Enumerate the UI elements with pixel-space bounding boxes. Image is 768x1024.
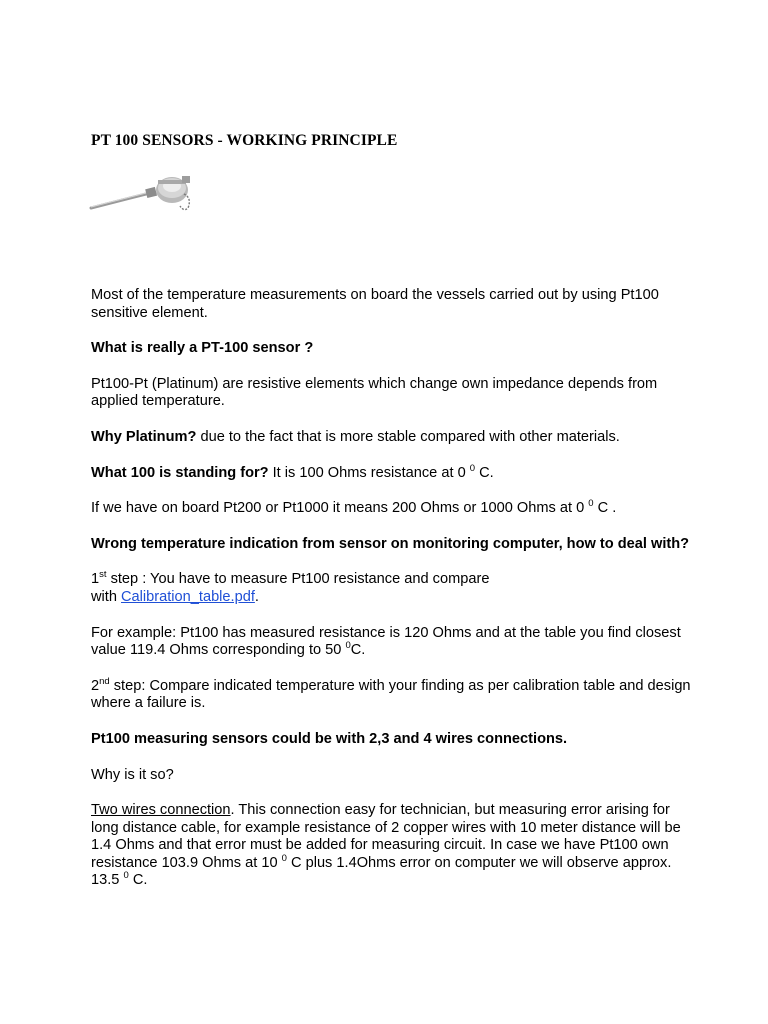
why-platinum-paragraph bbox=[91, 429, 691, 447]
two-wires-label: Two wires connection bbox=[91, 802, 231, 819]
why-platinum-label: Why Platinum? bbox=[91, 428, 197, 445]
document-title: PT 100 SENSORS - WORKING PRINCIPLE bbox=[91, 132, 398, 149]
what-100-paragraph bbox=[91, 462, 691, 483]
step2-text: step: Compare indicated temperature with your finding as per calibration table and design where a failure is. bbox=[91, 677, 691, 712]
why-platinum-text: due to the fact that is more stable compared with other materials. bbox=[196, 428, 620, 445]
two-wires-paragraph bbox=[91, 802, 691, 890]
step1-paragraph bbox=[91, 571, 691, 606]
intro-paragraph: Most of the temperature measurements on board the vessels carried out by using Pt100 sensitive element. bbox=[91, 287, 659, 321]
degree-sup: 0 bbox=[123, 870, 129, 882]
what-100-text: It is 100 Ohms resistance at 0 bbox=[268, 464, 470, 481]
example-paragraph bbox=[91, 625, 691, 660]
step2-number: 2 bbox=[91, 677, 100, 694]
degree-sup: 0 bbox=[469, 462, 476, 474]
degree-unit: C . bbox=[593, 500, 617, 517]
step1-text: step : You have to measure Pt100 resistance and compare bbox=[106, 571, 490, 588]
calibration-table-link[interactable]: Calibration_table.pdf bbox=[121, 588, 255, 605]
pt100-sensor-image bbox=[88, 168, 198, 216]
step1-with: with bbox=[91, 588, 122, 605]
two-wires-mid: C plus 1.4Ohms error on computer we will observe approx. 13.5 bbox=[91, 854, 672, 889]
why-so-paragraph: Why is it so? bbox=[91, 766, 174, 783]
degree-unit: C. bbox=[350, 642, 366, 659]
step1-number: 1 bbox=[91, 571, 100, 588]
degree-sup: 0 bbox=[345, 640, 351, 652]
two-wires-end: C. bbox=[128, 872, 148, 889]
pt200-text: If we have on board Pt200 or Pt1000 it means 200 Ohms or 1000 Ohms at 0 bbox=[91, 500, 589, 517]
pt-description: Pt100-Pt (Platinum) are resistive elements which change own impedance depends from applied temperature. bbox=[91, 375, 658, 410]
period: . bbox=[254, 588, 259, 605]
two-wires-text: . This connection easy for technician, but measuring error arising for long distance cable, for example resistance of 2 copper wires with 10 meter distance will be 1.4 Ohms and that error must be added for measuring circuit. In case we have Pt100 own resistance 103.9 Ohms at 10 bbox=[91, 802, 681, 871]
degree-sup: 0 bbox=[588, 498, 594, 510]
document-body bbox=[91, 287, 691, 908]
what-100-label: What 100 is standing for? bbox=[91, 464, 269, 481]
step2-paragraph bbox=[91, 675, 691, 713]
wires-heading: Pt100 measuring sensors could be with 2,3 and 4 wires connections. bbox=[91, 730, 568, 747]
example-text: For example: Pt100 has measured resistance is 120 Ohms and at the table you find closest value 119.4 Ohms corresponding to 50 bbox=[91, 624, 681, 659]
degree-unit: C. bbox=[475, 464, 494, 481]
step1-ordinal: st bbox=[99, 569, 107, 581]
wrong-indication-heading: Wrong temperature indication from sensor on monitoring computer, how to deal with? bbox=[91, 535, 690, 552]
question-heading: What is really a PT-100 sensor ? bbox=[91, 340, 314, 357]
pt200-paragraph bbox=[91, 500, 691, 518]
step2-ordinal: nd bbox=[99, 675, 110, 687]
degree-sup: 0 bbox=[281, 852, 287, 864]
